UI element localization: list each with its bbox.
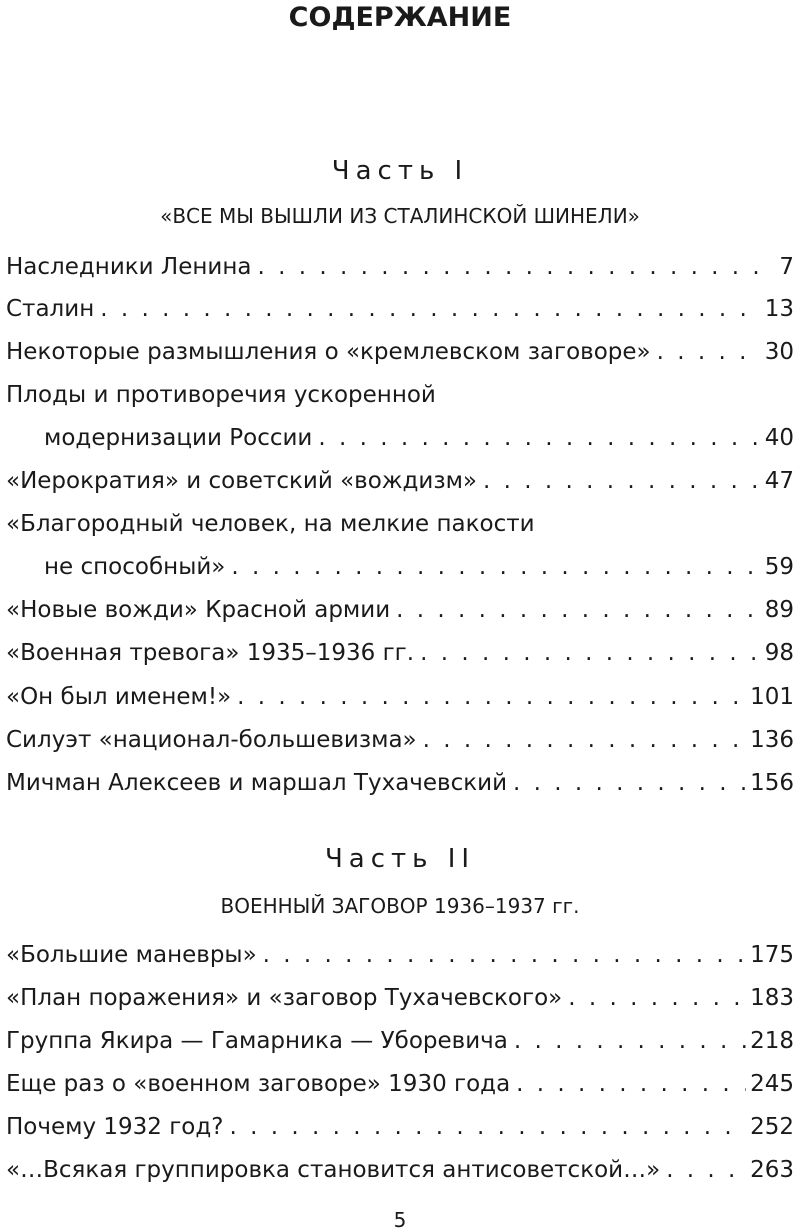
toc-entry[interactable] bbox=[44, 421, 794, 455]
toc-entry[interactable] bbox=[6, 938, 794, 972]
toc-entry-page: 59 bbox=[764, 554, 794, 580]
toc-entry[interactable] bbox=[6, 292, 794, 326]
part-1-subtitle: «ВСЕ МЫ ВЫШЛИ ИЗ СТАЛИНСКОЙ ШИНЕЛИ» bbox=[160, 204, 640, 228]
toc-entry[interactable] bbox=[6, 981, 794, 1015]
toc-entry-page: 89 bbox=[764, 597, 794, 623]
toc-entry-page: 7 bbox=[779, 254, 794, 280]
toc-entry-title: Наследники Ленина bbox=[6, 254, 252, 280]
dot-leader bbox=[568, 981, 746, 1015]
toc-entry[interactable] bbox=[6, 250, 794, 284]
toc-entry-page: 47 bbox=[764, 468, 794, 494]
toc-entry-page: 136 bbox=[750, 727, 794, 753]
toc-entry-title-continuation: не способный» bbox=[44, 554, 226, 580]
toc-entry-title: «Военная тревога» 1935–1936 гг. bbox=[6, 640, 415, 666]
toc-entry-title: Почему 1932 год? bbox=[6, 1114, 224, 1140]
toc-entry[interactable] bbox=[6, 593, 794, 627]
toc-entry-title: Мичман Алексеев и маршал Тухачевский bbox=[6, 770, 508, 796]
toc-entry[interactable] bbox=[6, 723, 794, 757]
dot-leader bbox=[516, 1067, 746, 1101]
toc-entry-title-line1[interactable]: Плоды и противоречия ускоренной bbox=[6, 382, 436, 408]
toc-entry[interactable] bbox=[6, 1024, 794, 1058]
toc-entry-page: 218 bbox=[750, 1028, 794, 1054]
toc-entry-page: 245 bbox=[750, 1071, 794, 1097]
dot-leader bbox=[100, 292, 760, 326]
toc-entry-title: «Иерократия» и советский «вождизм» bbox=[6, 468, 477, 494]
toc-entry-page: 263 bbox=[750, 1157, 794, 1183]
dot-leader bbox=[237, 680, 746, 714]
toc-entry-title: «Большие маневры» bbox=[6, 942, 257, 968]
toc-entry-title: «Он был именем!» bbox=[6, 684, 232, 710]
toc-entry[interactable] bbox=[6, 680, 794, 714]
toc-entry[interactable] bbox=[6, 1110, 794, 1144]
toc-entry-title: «План поражения» и «заговор Тухачевского» bbox=[6, 985, 563, 1011]
toc-entry-title: Сталин bbox=[6, 296, 95, 322]
toc-entry-title-line1[interactable]: «Благородный человек, на мелкие пакости bbox=[6, 511, 535, 537]
dot-leader bbox=[231, 550, 760, 584]
toc-entry-title: Еще раз о «военном заговоре» 1930 года bbox=[6, 1071, 511, 1097]
toc-entry-title: «Новые вожди» Красной армии bbox=[6, 597, 391, 623]
toc-entry-page: 175 bbox=[750, 942, 794, 968]
dot-leader bbox=[258, 250, 776, 284]
dot-leader bbox=[657, 335, 761, 369]
toc-entry-page: 40 bbox=[764, 425, 794, 451]
toc-entry-page: 101 bbox=[750, 684, 794, 710]
toc-entry[interactable] bbox=[6, 636, 794, 670]
toc-entry-page: 183 bbox=[750, 985, 794, 1011]
page-title: СОДЕРЖАНИЕ bbox=[288, 2, 512, 33]
toc-entry[interactable] bbox=[6, 335, 794, 369]
dot-leader bbox=[230, 1110, 747, 1144]
dot-leader bbox=[423, 723, 746, 757]
toc-entry-title-continuation: модернизации России bbox=[44, 425, 313, 451]
dot-leader bbox=[263, 938, 746, 972]
toc-entry[interactable] bbox=[6, 1067, 794, 1101]
dot-leader bbox=[513, 766, 746, 800]
dot-leader bbox=[666, 1153, 746, 1187]
toc-entry-page: 98 bbox=[764, 640, 794, 666]
toc-entry[interactable] bbox=[6, 1153, 794, 1187]
page-number: 5 bbox=[393, 1208, 407, 1232]
toc-entry-page: 13 bbox=[764, 296, 794, 322]
part-1-label: Часть I bbox=[331, 156, 469, 186]
dot-leader bbox=[396, 593, 761, 627]
toc-entry-title: «…Всякая группировка становится антисоветской…» bbox=[6, 1157, 661, 1183]
part-2-label: Часть II bbox=[324, 844, 476, 874]
toc-entry-title: Силуэт «национал-большевизма» bbox=[6, 727, 417, 753]
toc-entry-page: 30 bbox=[764, 339, 794, 365]
toc-entry-title: Некоторые размышления о «кремлевском заговоре» bbox=[6, 339, 651, 365]
toc-entry[interactable] bbox=[6, 766, 794, 800]
toc-entry-page: 156 bbox=[750, 770, 794, 796]
dot-leader bbox=[318, 421, 760, 455]
toc-entry[interactable] bbox=[6, 464, 794, 498]
toc-entry-title: Группа Якира — Гамарника — Уборевича bbox=[6, 1028, 508, 1054]
dot-leader bbox=[483, 464, 761, 498]
part-2-subtitle: ВОЕННЫЙ ЗАГОВОР 1936–1937 гг. bbox=[220, 894, 580, 918]
toc-entry-page: 252 bbox=[750, 1114, 794, 1140]
toc-entry[interactable] bbox=[44, 550, 794, 584]
dot-leader bbox=[514, 1024, 746, 1058]
dot-leader bbox=[420, 636, 761, 670]
